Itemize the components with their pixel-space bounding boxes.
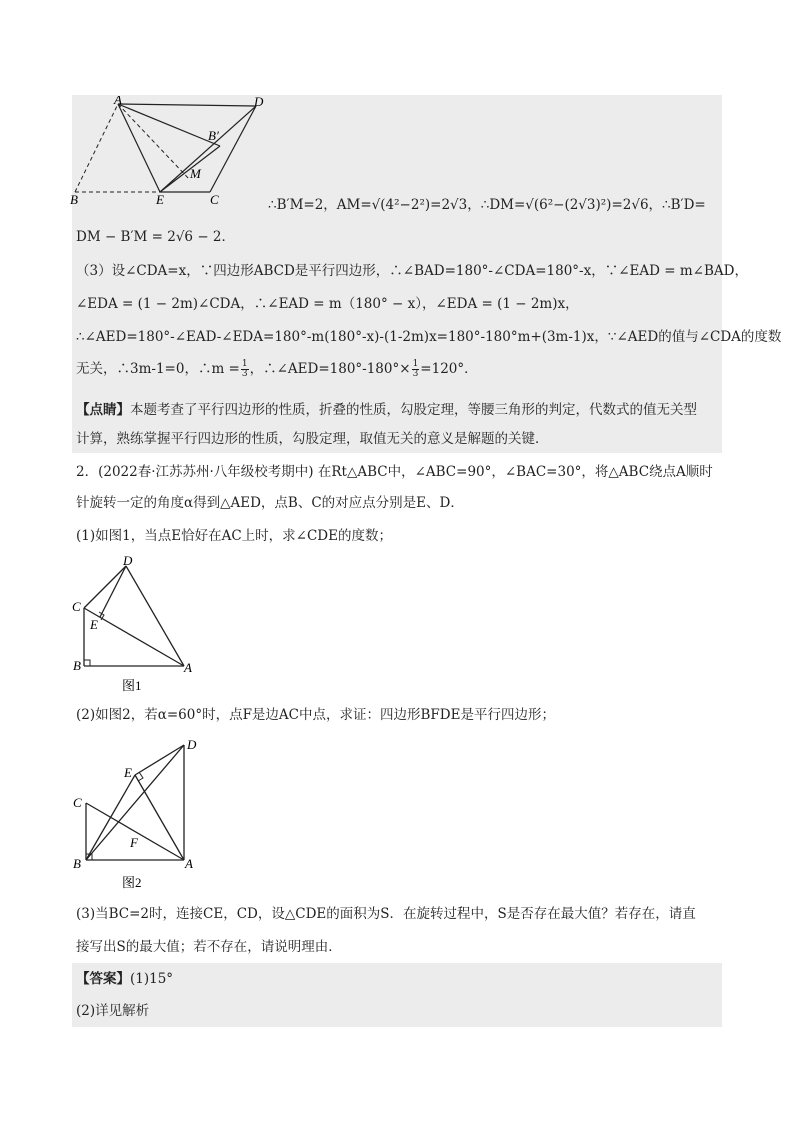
label-E: E bbox=[156, 192, 164, 207]
question2-part1: (1)如图1，当点E恰好在AC上时，求∠CDE的度数； bbox=[76, 528, 392, 544]
fig2-label-B: B bbox=[73, 856, 81, 871]
figure-2 bbox=[70, 735, 210, 890]
answer-line-1: 【答案】(1)15° bbox=[76, 971, 174, 987]
fig1-label-B: B bbox=[73, 658, 81, 673]
question2-part2: (2)如图2，若α=60°时，点F是边AC中点，求证：四边形BFDE是平行四边形； bbox=[76, 707, 555, 723]
fig2-label-A: A bbox=[185, 856, 193, 871]
solution-line-1: ∴B′M=2，AM=√(4²−2²)=2√3，∴DM=√(6²−(2√3)²)=2√6，∴B′D= bbox=[268, 197, 706, 213]
fig1-label-E: E bbox=[90, 617, 98, 632]
dianjing-line-1: 【点睛】本题考查了平行四边形的性质，折叠的性质，勾股定理，等腰三角形的判定，代数式的值无关型 bbox=[76, 402, 697, 418]
question2-part3-line-1: (3)当BC=2时，连接CE，CD，设△CDE的面积为S．在旋转过程中，S是否存在最大值？若存在，请直 bbox=[76, 906, 696, 922]
fig1-label-D: D bbox=[123, 554, 133, 568]
label-B-prime: B′ bbox=[208, 128, 219, 143]
fig2-label-E: E bbox=[124, 765, 132, 780]
solution-line-4: ∠EDA = (1 − 2m)∠CDA，∴∠EAD = m（180° − x），∠EDA = (1 − 2m)x， bbox=[76, 296, 579, 312]
label-D: D bbox=[254, 96, 264, 109]
fig1-caption: 图1 bbox=[122, 678, 142, 693]
label-A: A bbox=[114, 96, 122, 107]
fig1-label-C: C bbox=[72, 599, 81, 614]
label-M: M bbox=[190, 166, 201, 181]
fig2-label-D: D bbox=[187, 737, 197, 752]
fig2-label-C: C bbox=[73, 795, 82, 810]
fig2-label-F: F bbox=[130, 835, 138, 850]
fig1-label-A: A bbox=[184, 660, 192, 675]
question2-part3-line-2: 接写出S的最大值；若不存在，请说明理由． bbox=[76, 939, 342, 955]
dianjing-line-2: 计算，熟练掌握平行四边形的性质，勾股定理，取值无关的意义是解题的关键． bbox=[76, 431, 549, 447]
fig2-caption: 图2 bbox=[122, 875, 142, 890]
solution-line-3: （3）设∠CDA=x，∵四边形ABCD是平行四边形，∴∠BAD=180°-∠CDA=180°-x，∵∠EAD = m∠BAD， bbox=[76, 263, 748, 279]
label-B: B bbox=[70, 192, 78, 207]
label-C: C bbox=[210, 192, 219, 207]
answer-line-2: (2)详见解析 bbox=[76, 1003, 150, 1019]
fraction-one-third: $\frac{1}{3}$ bbox=[241, 359, 248, 379]
fraction-one-third-2: $\frac{1}{3}$ bbox=[412, 359, 419, 379]
question2-line-2: 针旋转一定的角度α得到△AED，点B、C的对应点分别是E、D． bbox=[76, 495, 464, 511]
solution-line-2: DM − B′M = 2√6 − 2． bbox=[76, 229, 236, 245]
solution-line-6: 无关，∴3m-1=0，∴m = $\frac{1}{3}$ ，∴∠AED=180°-180°× $\frac{1}{3}$ =120°． bbox=[76, 359, 478, 379]
figure-1 bbox=[70, 554, 200, 694]
question2-line-1: 2．(2022春·江苏苏州·八年级校考期中) 在Rt△ABC中，∠ABC=90°，∠BAC=30°，将△ABC绕点A顺时 bbox=[76, 464, 713, 480]
solution-line-5: ∴∠AED=180°-∠EAD-∠EDA=180°-m(180°-x)-(1-2m)x=180°-180°m+(3m-1)x，∵∠AED的值与∠CDA的度数 bbox=[76, 329, 782, 345]
parallelogram-fold-figure bbox=[70, 96, 270, 208]
